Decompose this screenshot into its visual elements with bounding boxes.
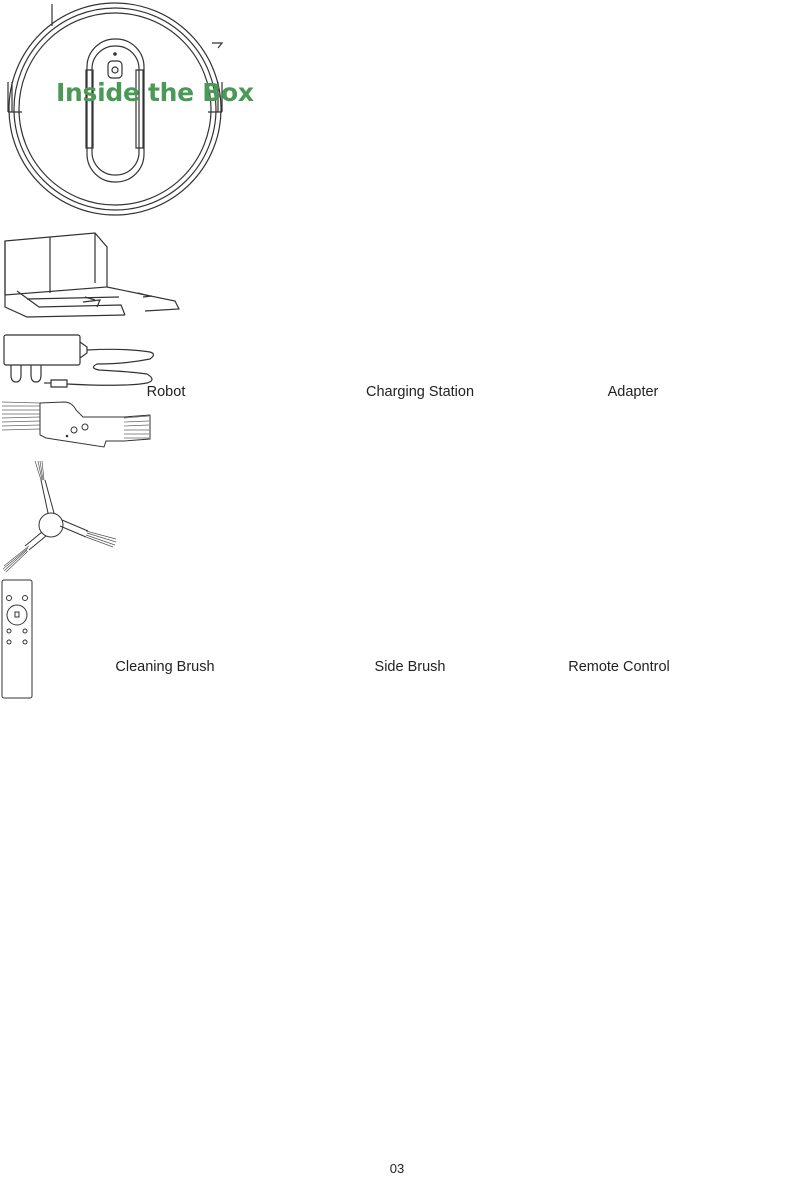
page-title: Inside the Box bbox=[56, 78, 254, 107]
charging-station-icon bbox=[0, 225, 185, 325]
item-label-side-brush: Side Brush bbox=[374, 659, 446, 675]
side-brush-icon bbox=[0, 458, 120, 573]
item-label-robot: Robot bbox=[146, 384, 186, 400]
item-label-charging-station: Charging Station bbox=[365, 384, 475, 400]
item-label-remote-control: Remote Control bbox=[568, 659, 670, 675]
cleaning-brush-icon bbox=[0, 397, 156, 453]
robot-icon bbox=[0, 0, 230, 220]
item-label-adapter: Adapter bbox=[607, 384, 659, 400]
item-remote-control bbox=[0, 578, 794, 705]
item-label-cleaning-brush: Cleaning Brush bbox=[115, 659, 215, 675]
adapter-icon bbox=[0, 330, 160, 392]
remote-control-icon bbox=[0, 578, 34, 700]
page-number: 03 bbox=[389, 1161, 405, 1176]
